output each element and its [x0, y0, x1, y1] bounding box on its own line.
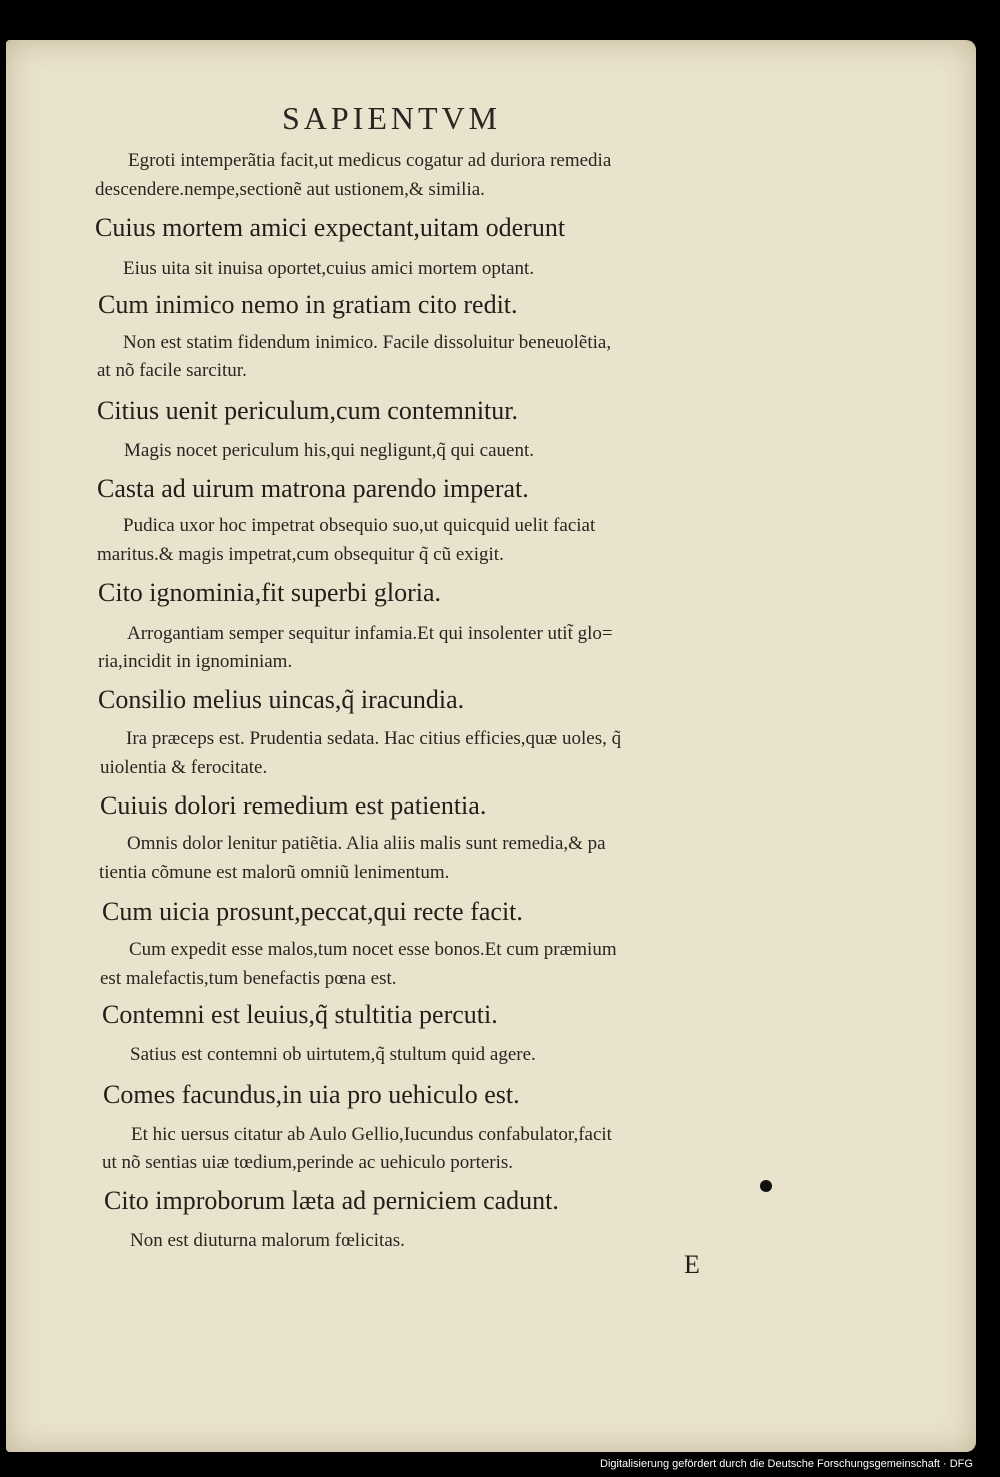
proverb-heading: Consilio melius uincas,q̃ iracundia.	[98, 685, 465, 714]
gloss-line: Magis nocet periculum his,qui negligunt,q̃ qui cauent.	[124, 440, 535, 461]
proverb-heading: Comes facundus,in uia pro uehiculo est.	[103, 1080, 520, 1109]
proverb-heading: Cum uicia prosunt,peccat,qui recte facit.	[102, 897, 523, 926]
proverb-heading: Contemni est leuius,q̃ stultitia percuti.	[102, 1000, 498, 1029]
digitization-footer: Digitalisierung gefördert durch die Deutsche Forschungsgemeinschaft · DFG	[600, 1458, 973, 1470]
gloss-line: Cum expedit esse malos,tum nocet esse bonos.Et cum præmium	[129, 939, 617, 960]
signature-mark: E	[684, 1250, 700, 1279]
gloss-line: est malefactis,tum benefactis pœna est.	[100, 968, 397, 989]
gloss-line: Egroti intemperãtia facit,ut medicus cogatur ad duriora remedia	[128, 150, 612, 171]
gloss-line: ut nõ sentias uiæ tœdium,perinde ac uehiculo porteris.	[102, 1152, 514, 1173]
gloss-line: at nõ facile sarcitur.	[97, 360, 247, 381]
proverb-heading: Cito ignominia,fit superbi gloria.	[98, 578, 442, 607]
gloss-line: Satius est contemni ob uirtutem,q̃ stultum quid agere.	[130, 1044, 536, 1065]
proverb-heading: Cum inimico nemo in gratiam cito redit.	[98, 290, 518, 319]
gloss-line: Ira præceps est. Prudentia sedata. Hac citius efficies,quæ uoles, q̃	[126, 728, 622, 749]
gloss-line: Arrogantiam semper sequitur infamia.Et qui insolenter utit̃ glo=	[127, 623, 613, 644]
gloss-line: Omnis dolor lenitur patiẽtia. Alia aliis malis sunt remedia,& pa	[127, 833, 606, 854]
gloss-line: Non est statim fidendum inimico. Facile dissoluitur beneuolẽtia,	[123, 332, 612, 353]
gloss-line: Pudica uxor hoc impetrat obsequio suo,ut quicquid uelit faciat	[123, 515, 596, 536]
proverb-heading: Citius uenit periculum,cum contemnitur.	[97, 396, 518, 425]
proverb-heading: Cuiuis dolori remedium est patientia.	[100, 791, 487, 820]
gloss-line: maritus.& magis impetrat,cum obsequitur q̃ cũ exigit.	[97, 544, 504, 565]
gloss-line: tientia cõmune est malorũ omniũ lenimentum.	[99, 862, 450, 883]
proverb-heading: Cuius mortem amici expectant,uitam oderunt	[95, 213, 566, 242]
gloss-line: Non est diuturna malorum fœlicitas.	[130, 1230, 405, 1251]
gloss-line: uiolentia & ferocitate.	[100, 757, 268, 778]
gloss-line: ria,incidit in ignominiam.	[98, 651, 293, 672]
gloss-line: Et hic uersus citatur ab Aulo Gellio,Iucundus confabulator,facit	[131, 1124, 612, 1145]
gloss-line: descendere.nempe,sectionẽ aut ustionem,& similia.	[95, 179, 485, 200]
ink-spot	[760, 1180, 772, 1192]
gloss-line: Eius uita sit inuisa oportet,cuius amici mortem optant.	[123, 258, 535, 279]
proverb-heading: Cito improborum læta ad perniciem cadunt.	[104, 1186, 559, 1215]
running-head: SAPIENTVM	[282, 100, 502, 136]
proverb-heading: Casta ad uirum matrona parendo imperat.	[97, 474, 529, 503]
